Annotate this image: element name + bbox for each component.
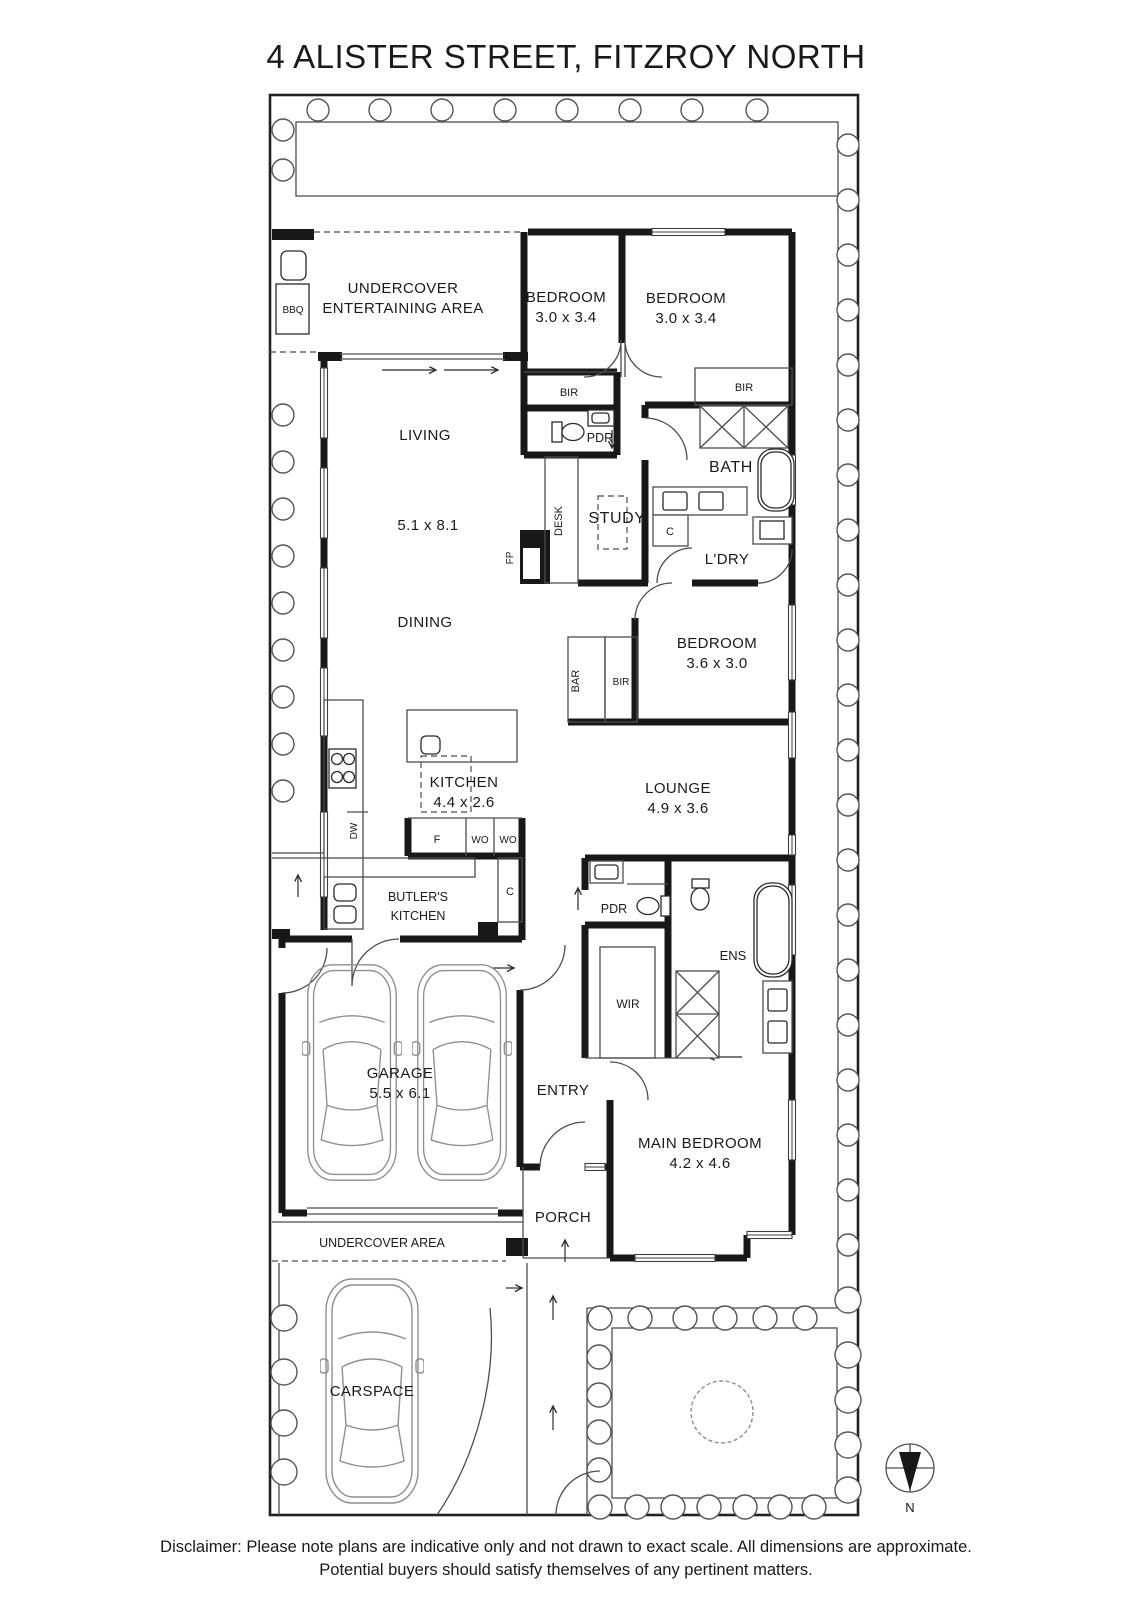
room-undercover-area: UNDERCOVER AREA [319,1236,445,1250]
laundry-fixtures [753,517,792,544]
room-kitchen: KITCHEN [429,774,499,791]
label-bir-middle: BIR [612,677,630,688]
room-butlers-kitchen-2: KITCHEN [390,909,446,923]
room-garage-dims: 5.5 x 6.1 [369,1085,431,1102]
tree-icon [691,1381,753,1443]
room-entry: ENTRY [536,1082,590,1099]
label-bir-top-left: BIR [559,387,579,399]
label-fireplace: FP [505,551,516,565]
room-bedroom-top-left: BEDROOM [525,289,607,306]
room-living: LIVING [399,427,451,444]
room-ensuite: ENS [719,948,747,963]
room-lounge-dims: 4.9 x 3.6 [647,800,709,817]
windows [321,229,796,1262]
room-bedroom-top-left-dims: 3.0 x 3.4 [535,309,597,326]
room-powder-lower: PDR [600,902,628,916]
room-living-dims: 5.1 x 8.1 [397,517,459,534]
room-bedroom-top-right-dims: 3.0 x 3.4 [655,310,717,327]
label-cupboard-hall: C [506,886,514,898]
room-walk-in-robe: WIR [616,997,640,1011]
room-laundry: L'DRY [704,551,750,568]
room-powder-upper: PDR [586,431,614,445]
page-title: 4 ALISTER STREET, FITZROY NORTH [266,38,866,75]
room-porch: PORCH [534,1209,592,1226]
room-bath: BATH [709,459,753,476]
label-wall-oven-2: WO [499,835,517,846]
room-lounge: LOUNGE [645,780,711,797]
walls [272,229,792,1258]
bbq-unit [276,251,309,334]
ensuite-fixtures [676,879,792,1058]
label-cupboard-bath: C [666,526,674,538]
disclaimer-line-1: Disclaimer: Please note plans are indicative only and not drawn to exact scale. All dimensions are approximate. [160,1538,972,1556]
room-bedroom-middle-dims: 3.6 x 3.0 [686,655,748,672]
compass-icon [886,1444,934,1515]
room-kitchen-dims: 4.4 x 2.6 [433,794,495,811]
label-fridge: F [433,834,441,846]
room-dining: DINING [397,614,453,631]
door-arcs [282,340,792,1515]
label-desk: DESK [553,506,565,536]
label-bir-top-right: BIR [734,382,754,394]
room-garage: GARAGE [366,1065,434,1082]
room-bedroom-middle: BEDROOM [676,635,758,652]
room-study: STUDY [588,510,646,527]
room-carspace: CARSPACE [329,1383,415,1400]
label-wall-oven-1: WO [471,835,489,846]
label-bar: BAR [570,669,582,693]
room-bedroom-top-right: BEDROOM [645,290,727,307]
disclaimer-line-2: Potential buyers should satisfy themselves of any pertinent matters. [319,1561,813,1579]
label-bbq: BBQ [282,305,304,316]
room-butlers-kitchen: BUTLER'S [387,890,449,904]
label-dishwasher: DW [349,822,360,840]
compass-north-label: N [905,1500,915,1515]
room-undercover-entertaining: UNDERCOVER [347,280,459,297]
room-main-bedroom-dims: 4.2 x 4.6 [669,1155,731,1172]
room-main-bedroom: MAIN BEDROOM [638,1135,762,1152]
sliding-door [340,354,505,370]
room-undercover-entertaining-2: ENTERTAINING AREA [322,300,484,317]
